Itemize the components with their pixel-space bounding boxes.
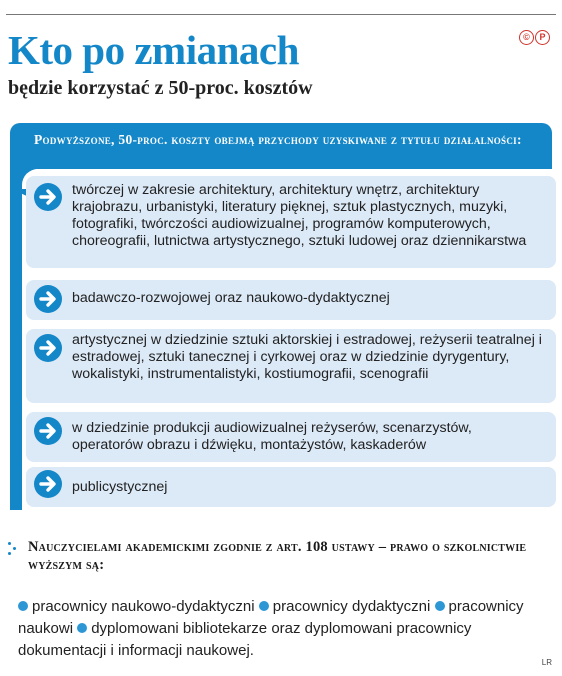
author-credit: LR <box>541 658 552 667</box>
list-item <box>26 176 556 268</box>
section-title: Nauczycielami akademickimi zgodnie z art. 108 ustawy – prawo o szkolnictwie wyższym są: <box>28 539 527 573</box>
bullet-icon <box>259 601 269 611</box>
role-text: pracownicy dydaktyczni <box>272 598 431 615</box>
list-item <box>26 467 556 507</box>
arrow-right-circle-icon <box>34 334 62 362</box>
headline: Kto po zmianach <box>8 27 299 73</box>
publisher-logo <box>518 28 550 45</box>
arrow-right-circle-icon <box>34 183 62 211</box>
logo-letter: P <box>535 30 550 45</box>
list-item <box>26 412 556 462</box>
bullet-icon <box>435 601 445 611</box>
item-text: badawczo-rozwojowej oraz naukowo-dydaktycznej <box>72 290 390 306</box>
item-text: w dziedzinie produkcji audiowizualnej reżyserów, scenarzystów, operatorów obrazu i dźwięku, montażystów, kaskaderów <box>72 420 472 453</box>
subheadline: będzie korzystać z 50-proc. kosztów <box>8 77 313 99</box>
banner-text: Podwyższone, 50-proc. koszty obejmą przychody uzyskiwane z tytułu działalności: <box>34 132 522 147</box>
list-item <box>26 329 556 403</box>
arrow-right-circle-icon <box>34 285 62 313</box>
bullet-icon <box>77 623 87 633</box>
role-text: pracownicy naukowo-dydaktyczni <box>32 598 255 615</box>
copyright-mark: © <box>519 30 534 45</box>
list-item <box>26 280 556 320</box>
dots-icon <box>8 540 18 556</box>
roles-paragraph <box>18 596 553 662</box>
arrow-right-circle-icon <box>34 417 62 445</box>
role-text: pracownicy naukowi <box>18 598 524 637</box>
item-text: twórczej w zakresie architektury, architektury wnętrz, architektury krajobrazu, urbanistyki, literatury pięknej, sztuk plastycznych, muzyki, fotografiki, twórczości audiowizualnej, programów komputerowych, choreografii, lutnictwa artystycznego, sztuki ludowej oraz dziennikarstwa <box>72 182 527 249</box>
top-rule <box>6 14 556 15</box>
role-text: dyplomowani bibliotekarze oraz dyplomowani pracownicy dokumentacji i informacji naukowej. <box>18 620 472 659</box>
item-text: publicystycznej <box>72 479 168 495</box>
side-bar <box>10 169 22 510</box>
item-text: artystycznej w dziedzinie sztuki aktorskiej i estradowej, reżyserii teatralnej i estradowej, sztuki tanecznej i cyrkowej oraz w dziedzinie dyrygentury, wokalistyki, instrumentalistyki, kostiumografii, scenografii <box>72 332 542 382</box>
bullet-icon <box>18 601 28 611</box>
arrow-right-circle-icon <box>34 470 62 498</box>
